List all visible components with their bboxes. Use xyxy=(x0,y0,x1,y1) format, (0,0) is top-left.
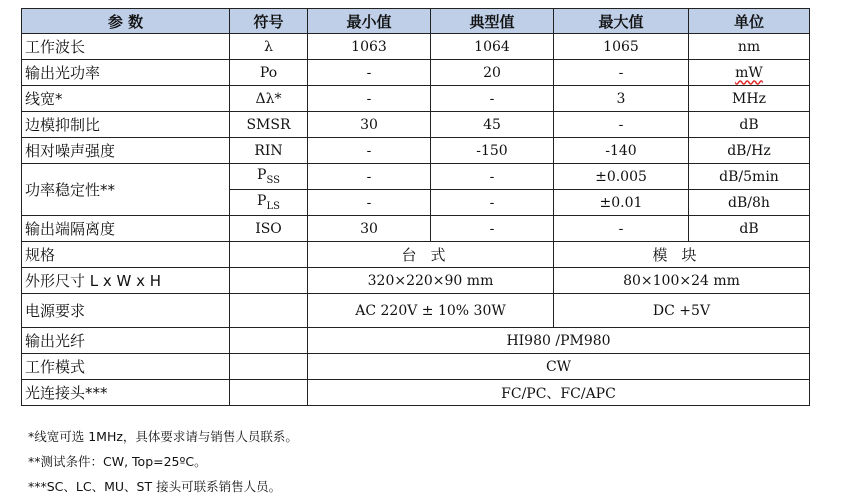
header-param: 参 数 xyxy=(22,9,230,34)
typ-cell: 20 xyxy=(431,60,554,86)
footnote: *线宽可选 1MHz，具体要求请与销售人员联系。 xyxy=(28,429,298,444)
typ-cell: - xyxy=(431,164,554,190)
min-cell: - xyxy=(308,60,431,86)
table-row xyxy=(22,328,810,354)
max-cell: ±0.01 xyxy=(554,190,689,216)
param-cell: 输出端隔离度 xyxy=(22,216,230,242)
param-cell: 光连接头*** xyxy=(22,380,230,406)
max-cell: - xyxy=(554,112,689,138)
param-cell: 规格 xyxy=(22,242,230,268)
symbol-sub: SS xyxy=(266,174,280,186)
typ-cell: 1064 xyxy=(431,34,554,60)
value-cell: FC/PC、FC/APC xyxy=(308,380,810,406)
param-cell: 输出光功率 xyxy=(22,60,230,86)
table-row xyxy=(22,294,810,328)
symbol-cell xyxy=(230,294,308,328)
min-cell: - xyxy=(308,86,431,112)
unit-cell: nm xyxy=(689,34,810,60)
table-row xyxy=(22,60,810,86)
unit-cell xyxy=(689,60,810,86)
table-row xyxy=(22,354,810,380)
min-cell: - xyxy=(308,164,431,190)
header-unit: 单位 xyxy=(689,9,810,34)
symbol-cell xyxy=(230,380,308,406)
unit-cell: dB/Hz xyxy=(689,138,810,164)
unit-cell: dB xyxy=(689,112,810,138)
param-cell: 工作模式 xyxy=(22,354,230,380)
max-cell: 3 xyxy=(554,86,689,112)
symbol-cell: ISO xyxy=(230,216,308,242)
symbol-cell: Po xyxy=(230,60,308,86)
unit-cell: dB/5min xyxy=(689,164,810,190)
footnote: **测试条件：CW, Top=25ºC。 xyxy=(28,454,207,469)
table-row xyxy=(22,112,810,138)
symbol-cell xyxy=(230,242,308,268)
unit-cell: dB xyxy=(689,216,810,242)
param-cell: 相对噪声强度 xyxy=(22,138,230,164)
param-cell: 线宽* xyxy=(22,86,230,112)
module-cell: DC +5V xyxy=(554,294,810,328)
value-cell: HI980 /PM980 xyxy=(308,328,810,354)
module-cell: 80×100×24 mm xyxy=(554,268,810,294)
table-row xyxy=(22,34,810,60)
min-cell: 30 xyxy=(308,216,431,242)
module-cell: 模块 xyxy=(554,242,810,268)
desktop-cell: AC 220V ± 10% 30W xyxy=(308,294,554,328)
symbol-cell xyxy=(230,354,308,380)
symbol-cell: λ xyxy=(230,34,308,60)
typ-cell: 45 xyxy=(431,112,554,138)
table-row xyxy=(22,86,810,112)
max-cell: 1065 xyxy=(554,34,689,60)
desktop-cell: 台式 xyxy=(308,242,554,268)
max-cell: ±0.005 xyxy=(554,164,689,190)
param-cell: 输出光纤 xyxy=(22,328,230,354)
header-symbol: 符号 xyxy=(230,9,308,34)
footnotes xyxy=(28,424,298,499)
table-row xyxy=(22,138,810,164)
footnote: ***SC、LC、MU、ST 接头可联系销售人员。 xyxy=(28,479,282,494)
param-cell: 边模抑制比 xyxy=(22,112,230,138)
symbol-cell xyxy=(230,328,308,354)
symbol-cell: SMSR xyxy=(230,112,308,138)
desktop-cell: 320×220×90 mm xyxy=(308,268,554,294)
symbol-cell: RIN xyxy=(230,138,308,164)
value-cell: CW xyxy=(308,354,810,380)
table-row xyxy=(22,380,810,406)
min-cell: - xyxy=(308,138,431,164)
typ-cell: - xyxy=(431,216,554,242)
table-row xyxy=(22,242,810,268)
typ-cell: - xyxy=(431,86,554,112)
symbol-main: P xyxy=(257,193,267,210)
max-cell: -140 xyxy=(554,138,689,164)
spec-table xyxy=(21,8,810,406)
header-max: 最大值 xyxy=(554,9,689,34)
table-row xyxy=(22,164,810,190)
param-cell: 工作波长 xyxy=(22,34,230,60)
max-cell: - xyxy=(554,216,689,242)
header-row xyxy=(22,9,810,34)
symbol-cell xyxy=(230,164,308,190)
symbol-cell xyxy=(230,268,308,294)
param-cell: 电源要求 xyxy=(22,294,230,328)
table-row xyxy=(22,268,810,294)
symbol-main: P xyxy=(257,167,267,184)
min-cell: 1063 xyxy=(308,34,431,60)
unit-cell: dB/8h xyxy=(689,190,810,216)
header-typ: 典型值 xyxy=(431,9,554,34)
param-cell: 功率稳定性** xyxy=(22,164,230,216)
symbol-sub: LS xyxy=(266,200,280,212)
header-min: 最小值 xyxy=(308,9,431,34)
min-cell: - xyxy=(308,190,431,216)
min-cell: 30 xyxy=(308,112,431,138)
param-cell: 外形尺寸 L x W x H xyxy=(22,268,230,294)
unit-cell: MHz xyxy=(689,86,810,112)
unit-text: mW xyxy=(735,64,763,81)
symbol-cell xyxy=(230,190,308,216)
symbol-cell: Δλ* xyxy=(230,86,308,112)
max-cell: - xyxy=(554,60,689,86)
table-row xyxy=(22,216,810,242)
typ-cell: -150 xyxy=(431,138,554,164)
typ-cell: - xyxy=(431,190,554,216)
